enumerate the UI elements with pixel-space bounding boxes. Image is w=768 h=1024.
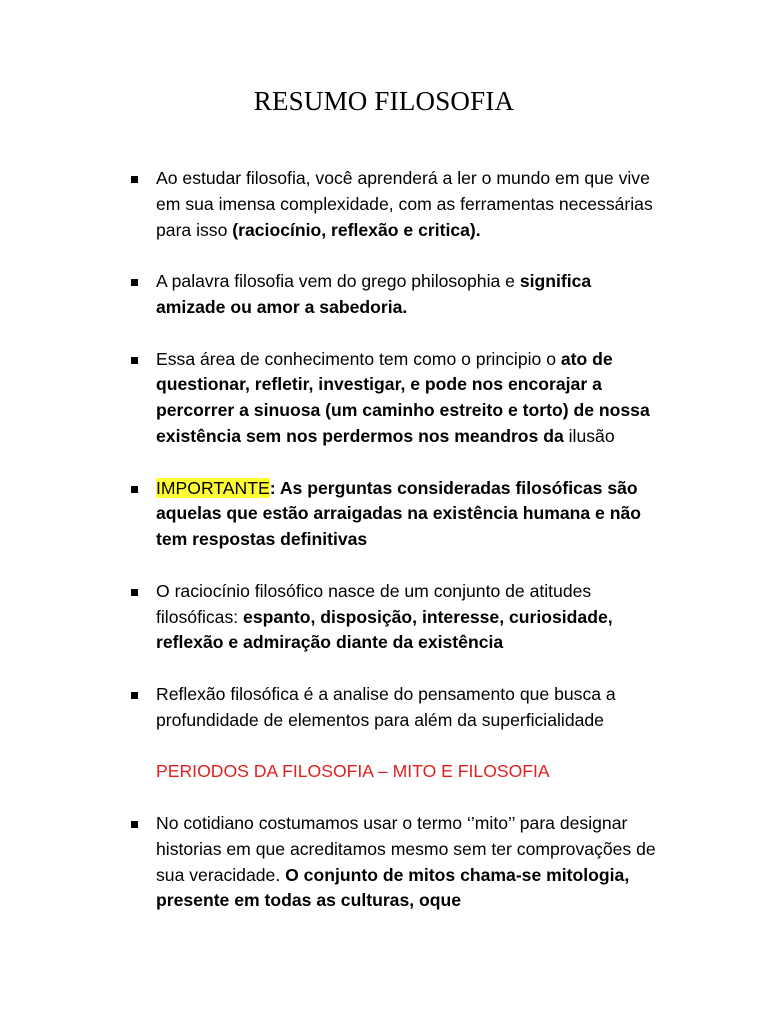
body-text: Ao estudar filosofia, você aprenderá a ler o mundo em que vive em sua imensa complexidade, com as ferramentas necessárias para isso [156,168,653,240]
bullet-icon [131,176,138,183]
bullet-icon [131,589,138,596]
bullet-icon [131,692,138,699]
bullet-icon [131,357,138,364]
bold-text: ato de questionar, refletir, investigar, e pode nos encorajar a percorrer a sinuosa (um caminho estreito e torto) de nossa existência sem nos perdermos nos meandros da [156,348,650,446]
list-item [0,269,656,321]
bold-text: : As perguntas consideradas filosóficas são aquelas que estão arraigadas na existência humana e não tem respostas definitivas [156,477,642,550]
summary-list [0,166,768,940]
list-item [0,682,656,734]
body-text: A palavra filosofia vem do grego philosophia e [156,271,520,292]
bold-text: significa amizade ou amor a sabedoria. [156,271,592,317]
highlighted-text: IMPORTANTE [156,477,270,498]
bold-text: espanto, disposição, interesse, curiosidade, reflexão e admiração diante da existência [156,606,613,653]
list-item [0,811,656,914]
body-text: Reflexão filosófica é a analise do pensamento que busca a profundidade de elementos para além da superficialidade [156,683,616,730]
bullet-icon [131,821,138,828]
list-item [0,166,656,243]
page-title: RESUMO FILOSOFIA [253,86,515,116]
bullet-icon [131,279,138,286]
body-text: Essa área de conhecimento tem como o principio o [156,348,561,369]
list-item [0,579,656,656]
bold-text: (raciocínio, reflexão e critica). [232,219,481,240]
bold-text: O conjunto de mitos chama-se mitologia, presente em todas as culturas, oque [156,864,630,911]
body-text: No cotidiano costumamos usar o termo ‘’mito’’ para designar historias em que acreditamos mesmo sem ter comprovações de sua veracidade. [156,812,656,885]
list-item [0,347,656,450]
bullet-icon [131,486,138,493]
list-item [0,476,656,553]
body-text: O raciocínio filosófico nasce de um conjunto de atitudes filosóficas: [156,580,592,627]
body-text: ilusão [568,425,615,446]
section-heading: PERIODOS DA FILOSOFIA – MITO E FILOSOFIA [156,761,550,782]
